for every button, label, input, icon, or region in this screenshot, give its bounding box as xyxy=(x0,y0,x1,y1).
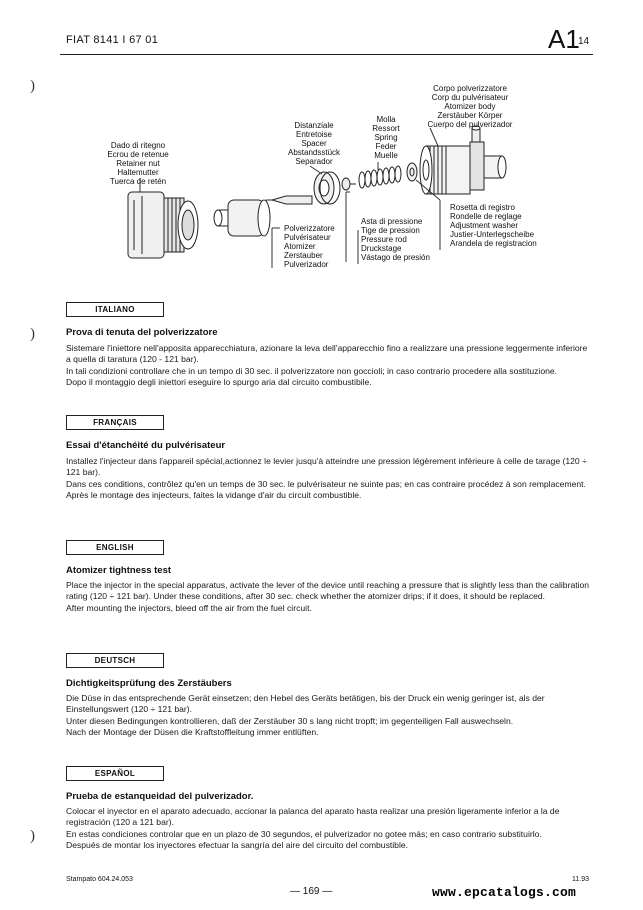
print-date: 11.93 xyxy=(572,876,589,883)
section-code: A1 xyxy=(548,24,580,54)
retainer-nut-drawing xyxy=(128,192,198,258)
label-retainer-nut: Dado di ritegno Ecrou de retenue Retainer nut Haltemutter Tuerca de retén xyxy=(107,141,169,186)
section-body-english xyxy=(66,580,594,614)
pressure-pin-drawing xyxy=(266,196,312,204)
paragraph: Après le montage des injecteurs, faites la vidange d'air du circuit combustible. xyxy=(66,490,362,501)
adjustment-washer-drawing xyxy=(407,163,417,181)
binder-mark: ) xyxy=(30,326,35,342)
section-title-english: Atomizer tightness test xyxy=(66,565,172,576)
atomizer-body-drawing xyxy=(420,126,506,194)
label-spacer: Distanziale Entretoise Spacer Abstandsstück Separador xyxy=(287,121,341,166)
paragraph: Sistemare l'iniettore nell'apposita apparecchiatura, azionare la leva dell'apparecchio fino a realizzare una pressione leggermente inferiore a quella di taratura (120 - 121 bar). xyxy=(66,343,588,365)
label-pressure-rod: Asta di pressione Tige de pression Pressure rod Druckstage Vástago de presión xyxy=(361,217,430,262)
language-tag-francais: FRANÇAIS xyxy=(66,415,164,430)
spring-drawing xyxy=(359,166,401,188)
paragraph: Después de montar los inyectores efectuar la sangría del aire del circuito del combustible. xyxy=(66,840,409,851)
paragraph: Dopo il montaggio degli iniettori eseguire lo spurgo aria dal circuito combustibile. xyxy=(66,377,372,388)
paragraph: Place the injector in the special apparatus, activate the lever of the device until reaching a pressure that is slightly less than the calibration rating (120 ÷ 121 bar). Under these conditions, after 30 sec. check whether the atomizer drips; if it does, it should be replaced. xyxy=(66,580,590,602)
language-tag-italiano: ITALIANO xyxy=(66,302,164,317)
section-body-deutsch xyxy=(66,693,594,739)
atomizer-drawing xyxy=(214,200,270,236)
language-tag-english: ENGLISH xyxy=(66,540,164,555)
section-body-espanol xyxy=(66,806,594,852)
paragraph: Colocar el inyector en el aparato adecuado, accionar la palanca del aparato hasta realizar una presión ligeramente inferior a la de registración (120 a 121 bar). xyxy=(66,806,560,828)
paragraph: Dans ces conditions, contrôlez qu'en un temps de 30 sec. le pulvérisateur ne suinte pas; en cas contraire procédez à son remplacement. xyxy=(66,478,586,489)
section-title-francais: Essai d'étanchéité du pulvérisateur xyxy=(66,440,226,451)
paragraph: Die Düse in das entsprechende Gerät einsetzen; den Hebel des Geräts betätigen, bis der Druck ein wenig geringer ist, als der Einstellungswert (120 ÷ 121 bar). xyxy=(66,693,545,715)
language-tag-espanol: ESPAÑOL xyxy=(66,766,164,781)
label-spring: Molla Ressort Spring Feder Muelle xyxy=(372,115,400,160)
binder-mark: ) xyxy=(30,78,35,94)
section-page: 14 xyxy=(578,36,590,47)
document-reference: FIAT 8141 I 67 01 xyxy=(66,34,159,46)
paragraph: Nach der Montage der Düsen die Kraftstoffleitung immer entlüften. xyxy=(66,727,319,738)
paragraph: After mounting the injectors, bleed off the air from the fuel circuit. xyxy=(66,602,312,613)
section-title-espanol: Prueba de estanqueidad del pulverizador. xyxy=(66,791,254,802)
section-body-francais xyxy=(66,456,594,502)
spacer-drawing xyxy=(314,172,340,204)
print-code: Stampato 604.24.053 xyxy=(66,876,133,883)
header-rule xyxy=(60,54,593,55)
page-number: — 169 — xyxy=(290,886,333,897)
label-adjustment-washer: Rosetta di registro Rondelle de reglage Adjustment washer Justier-Unterlegscheibe Arandela de registracion xyxy=(450,203,537,248)
paragraph: Unter diesen Bedingungen kontrollieren, daß der Zerstäuber 30 s lang nicht tropft; im gegenteiligen Fall auswechseln. xyxy=(66,715,514,726)
label-atomizer: Polverizzatore Pulvérisateur Atomizer Zerstauber Pulverizador xyxy=(284,224,335,269)
section-body-italiano xyxy=(66,343,594,389)
paragraph: In tali condizioni controllare che in un tempo di 30 sec. il polverizzatore non goccioli; in caso contrario procedere alla sostituzione. xyxy=(66,365,558,376)
language-tag-deutsch: DEUTSCH xyxy=(66,653,164,668)
label-atomizer-body: Corpo polverizzatore Corp du pulvérisateur Atomizer body Zerstäuber Körper Cuerpo del pulverizador xyxy=(427,84,513,129)
paragraph: En estas condiciones controlar que en un plazo de 30 segundos, el pulverizador no gotee más; en caso contrario substituirlo. xyxy=(66,828,542,839)
pressure-rod-drawing xyxy=(342,178,356,190)
section-title-italiano: Prova di tenuta del polverizzatore xyxy=(66,327,218,338)
section-title-deutsch: Dichtigkeitsprüfung des Zerstäubers xyxy=(66,678,232,689)
binder-mark: ) xyxy=(30,828,35,844)
watermark-link[interactable]: www.epcatalogs.com xyxy=(432,885,577,900)
paragraph: Installez l'injecteur dans l'appareil spécial,actionnez le levier jusqu'à atteindre une pression légèrement inférieure à celle de tarage (120 ÷ 121 bar). xyxy=(66,456,587,478)
